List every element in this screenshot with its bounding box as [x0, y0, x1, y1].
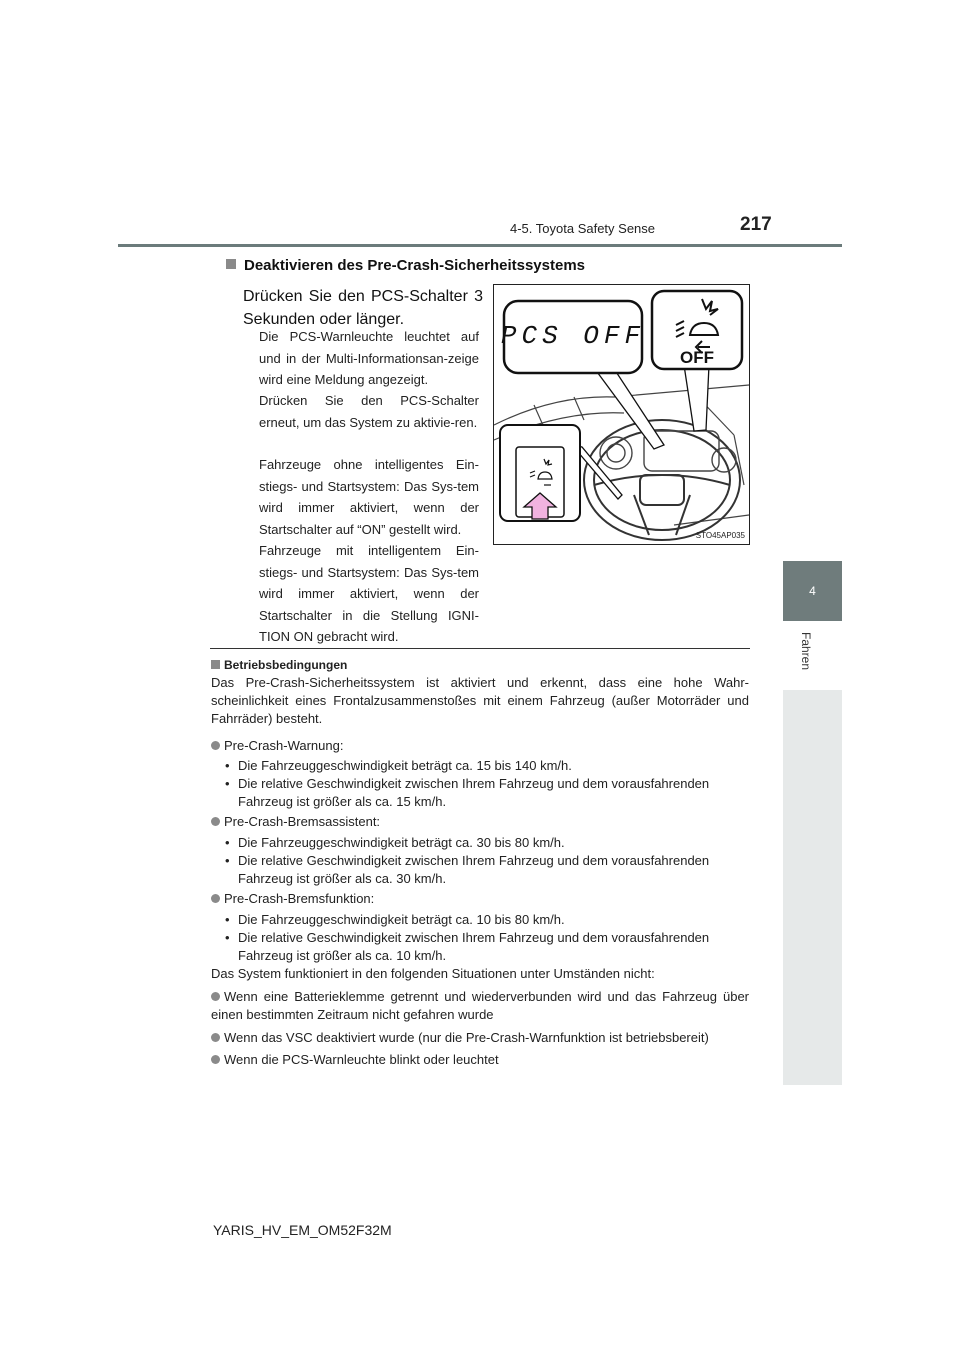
round-bullet-icon [211, 817, 220, 826]
exception-item [211, 1051, 749, 1069]
condition-item-text: Fahrzeug ist größer als ca. 30 km/h. [238, 871, 447, 886]
instruction-text: Drücken Sie den PCS-Schalter 3 Sekunden oder länger. [243, 288, 483, 328]
note-paragraph: Drücken Sie den PCS-Schalter erneut, um das System zu aktivie-ren. [259, 393, 479, 430]
note-paragraph: Fahrzeuge ohne intelligentes Ein-stiegs- und Startsystem: Das Sys-tem wird immer aktiviert, wenn der Startschalter auf “ON” gestellt wird. [259, 457, 479, 537]
section-heading [226, 257, 585, 274]
round-bullet-icon [211, 894, 220, 903]
condition-group-label [211, 890, 749, 908]
header-rule [118, 244, 842, 247]
condition-group-label-text: Pre-Crash-Bremsassistent: [224, 814, 381, 829]
section-heading-text: Deaktivieren des Pre-Crash-Sicherheitssystems [244, 257, 586, 274]
square-bullet-icon [226, 259, 236, 269]
condition-group-label [211, 813, 749, 831]
round-bullet-icon [211, 992, 220, 1001]
header-section-title: 4-5. Toyota Safety Sense [510, 221, 656, 236]
exception-item-text: Wenn eine Batterieklemme getrennt und wiederverbunden wird und das Fahrzeug über einen bestimmten Zeitraum nicht gefahren wurde [211, 989, 749, 1022]
condition-item: • Die Fahrzeuggeschwindigkeit beträgt ca. 15 bis 140 km/h. [225, 758, 572, 773]
dashboard-illustration [493, 284, 750, 545]
chapter-label [780, 630, 846, 680]
condition-item-continuation [225, 947, 749, 965]
conditions-intro: Das Pre-Crash-Sicherheitssystem ist aktiviert und erkennt, dass eine hohe Wahr-scheinlichkeit eines Frontalzusammenstoßes mit einem Fahrzeug (außer Motorräder und Fahrräder) besteht. [211, 675, 749, 726]
condition-item: • Die Fahrzeuggeschwindigkeit beträgt ca. 30 bis 80 km/h. [225, 835, 565, 850]
display-readout: PCS OFF [500, 321, 646, 351]
exception-item [211, 1029, 749, 1047]
note-paragraph: Die PCS-Warnleuchte leuchtet auf und in der Multi-Informationsan-zeige wird eine Meldung angezeigt. [259, 329, 479, 387]
round-bullet-icon [211, 741, 220, 750]
exceptions-intro: Das System funktioniert in den folgenden Situationen unter Umständen nicht: [211, 966, 655, 981]
exception-item [211, 988, 749, 1024]
chapter-side-bar [783, 690, 842, 1085]
off-label: OFF [680, 348, 714, 367]
chapter-number: 4 [809, 584, 816, 598]
condition-item-text: Fahrzeug ist größer als ca. 10 km/h. [238, 948, 447, 963]
condition-item: • Die relative Geschwindigkeit zwischen Ihrem Fahrzeug und dem vorausfahrenden [225, 776, 710, 791]
condition-item: • Die relative Geschwindigkeit zwischen Ihrem Fahrzeug und dem vorausfahrenden [225, 930, 710, 945]
conditions-heading-text: Betriebsbedingungen [224, 658, 348, 672]
condition-item-text: Die Fahrzeuggeschwindigkeit beträgt ca. 10 bis 80 km/h. [238, 912, 565, 927]
condition-item-text: Die relative Geschwindigkeit zwischen Ihrem Fahrzeug und dem vorausfahrenden [238, 853, 710, 868]
dashboard-drawing [494, 285, 749, 544]
square-bullet-icon [211, 660, 220, 669]
chapter-label-text: Fahren [799, 632, 813, 671]
condition-item: • Die Fahrzeuggeschwindigkeit beträgt ca. 10 bis 80 km/h. [225, 912, 565, 927]
round-bullet-icon [211, 1055, 220, 1064]
conditions-heading [211, 656, 749, 674]
page-number: 217 [740, 214, 772, 235]
note-paragraph: Fahrzeuge mit intelligentem Ein-stiegs- und Startsystem: Das Sys-tem wird immer aktiviert, wenn der Startschalter in die Stellung IGNI-TION ON gebracht wird. [259, 543, 479, 644]
condition-item-text: Die relative Geschwindigkeit zwischen Ihrem Fahrzeug und dem vorausfahrenden [238, 776, 710, 791]
condition-item-text: Fahrzeug ist größer als ca. 15 km/h. [238, 794, 447, 809]
condition-group-label-text: Pre-Crash-Warnung: [224, 738, 344, 753]
round-bullet-icon [211, 1033, 220, 1042]
condition-item: • Die relative Geschwindigkeit zwischen Ihrem Fahrzeug und dem vorausfahrenden [225, 853, 710, 868]
condition-group-label [211, 737, 749, 755]
condition-item-text: Die Fahrzeuggeschwindigkeit beträgt ca. 15 bis 140 km/h. [238, 758, 572, 773]
condition-item-text: Die relative Geschwindigkeit zwischen Ihrem Fahrzeug und dem vorausfahrenden [238, 930, 710, 945]
section-divider [210, 648, 750, 649]
condition-group-label-text: Pre-Crash-Bremsfunktion: [224, 891, 375, 906]
footer-manual-code: YARIS_HV_EM_OM52F32M [213, 1222, 392, 1238]
exception-item-text: Wenn das VSC deaktiviert wurde (nur die Pre-Crash-Warnfunktion ist betriebsbereit) [224, 1030, 709, 1045]
figure-code: STO45AP035 [695, 531, 745, 540]
condition-item-text: Die Fahrzeuggeschwindigkeit beträgt ca. 30 bis 80 km/h. [238, 835, 565, 850]
condition-item-continuation [225, 793, 749, 811]
exception-item-text: Wenn die PCS-Warnleuchte blinkt oder leuchtet [224, 1052, 499, 1067]
condition-item-continuation [225, 870, 749, 888]
chapter-tab [783, 561, 842, 621]
